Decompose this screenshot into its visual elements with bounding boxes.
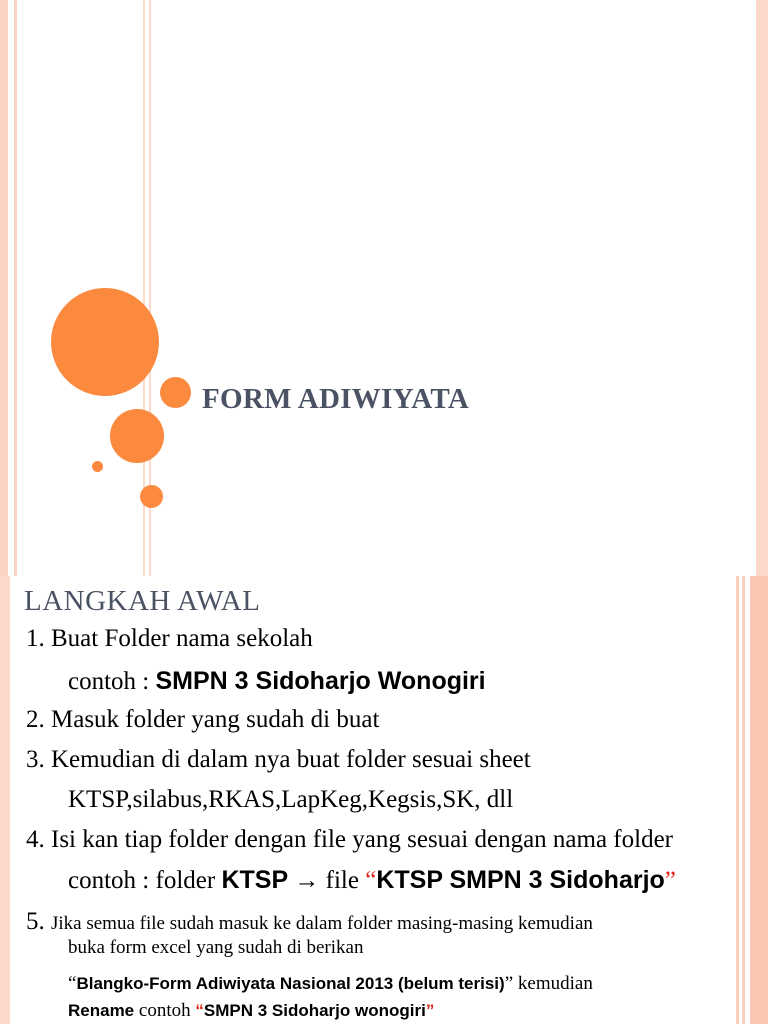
example-mid: file xyxy=(319,867,366,894)
step-text: Kemudian di dalam nya buat folder sesuai sheet xyxy=(51,746,531,773)
step-text: Jika semua file sudah masuk ke dalam folder masing-masing kemudian xyxy=(51,913,593,934)
step-4 xyxy=(26,826,673,854)
decorative-circle-small xyxy=(92,461,103,472)
detail-after: kemudian xyxy=(513,973,593,994)
example-value: SMPN 3 Sidoharjo Wonogiri xyxy=(155,667,486,695)
example-prefix: contoh : xyxy=(68,668,156,695)
decorative-stripe xyxy=(0,576,10,1024)
decorative-stripe xyxy=(756,0,768,576)
step-3 xyxy=(26,746,531,774)
step-5-continued: buka form excel yang sudah di berikan xyxy=(68,937,364,958)
step-number: 4. xyxy=(26,826,45,853)
contoh-label: contoh xyxy=(134,1000,196,1021)
step-5-rename xyxy=(68,1000,434,1022)
decorative-stripe xyxy=(14,0,17,576)
rename-label: Rename xyxy=(68,1001,135,1020)
step-number: 5. xyxy=(26,908,45,935)
step-text: Isi kan tiap folder dengan file yang sesuai dengan nama folder xyxy=(51,826,673,853)
step-5 xyxy=(26,908,593,936)
decorative-stripe xyxy=(750,576,768,1024)
open-quote: “ xyxy=(68,973,77,994)
example-prefix: contoh : folder xyxy=(68,867,222,894)
open-quote: “ xyxy=(365,867,377,894)
arrow-right-icon: → xyxy=(294,867,320,894)
step-number: 3. xyxy=(26,746,45,773)
new-name: SMPN 3 Sidoharjo wonogiri xyxy=(203,1001,426,1020)
step-3-list: KTSP,silabus,RKAS,LapKeg,Kegsis,SK, dll xyxy=(68,786,514,813)
folder-name: KTSP xyxy=(221,866,289,894)
decorative-circle-large xyxy=(51,288,159,396)
decorative-circle xyxy=(160,377,191,408)
file-name: KTSP SMPN 3 Sidoharjo xyxy=(376,866,665,894)
content-slide xyxy=(0,576,768,1024)
step-number: 2. xyxy=(26,706,45,733)
step-2 xyxy=(26,706,379,734)
decorative-circle xyxy=(110,409,164,463)
slide-heading: LANGKAH AWAL xyxy=(24,585,261,617)
close-quote: ” xyxy=(664,867,676,894)
step-5-detail xyxy=(68,973,593,995)
decorative-stripe xyxy=(742,576,745,1024)
close-quote: ” xyxy=(504,973,514,994)
slide-title: FORM ADIWIYATA xyxy=(202,383,470,415)
decorative-stripe xyxy=(0,0,8,576)
form-name: Blangko-Form Adiwiyata Nasional 2013 (belum terisi) xyxy=(76,974,505,993)
step-4-example xyxy=(68,866,676,895)
step-text: Masuk folder yang sudah di buat xyxy=(51,706,380,733)
close-quote: ” xyxy=(425,1001,435,1020)
step-text: Buat Folder nama sekolah xyxy=(51,625,313,652)
step-number: 1. xyxy=(26,625,45,652)
decorative-circle xyxy=(140,485,163,508)
step-1-example xyxy=(68,667,486,696)
decorative-stripe xyxy=(736,576,739,1024)
step-1 xyxy=(26,625,313,653)
open-quote: “ xyxy=(195,1001,204,1020)
